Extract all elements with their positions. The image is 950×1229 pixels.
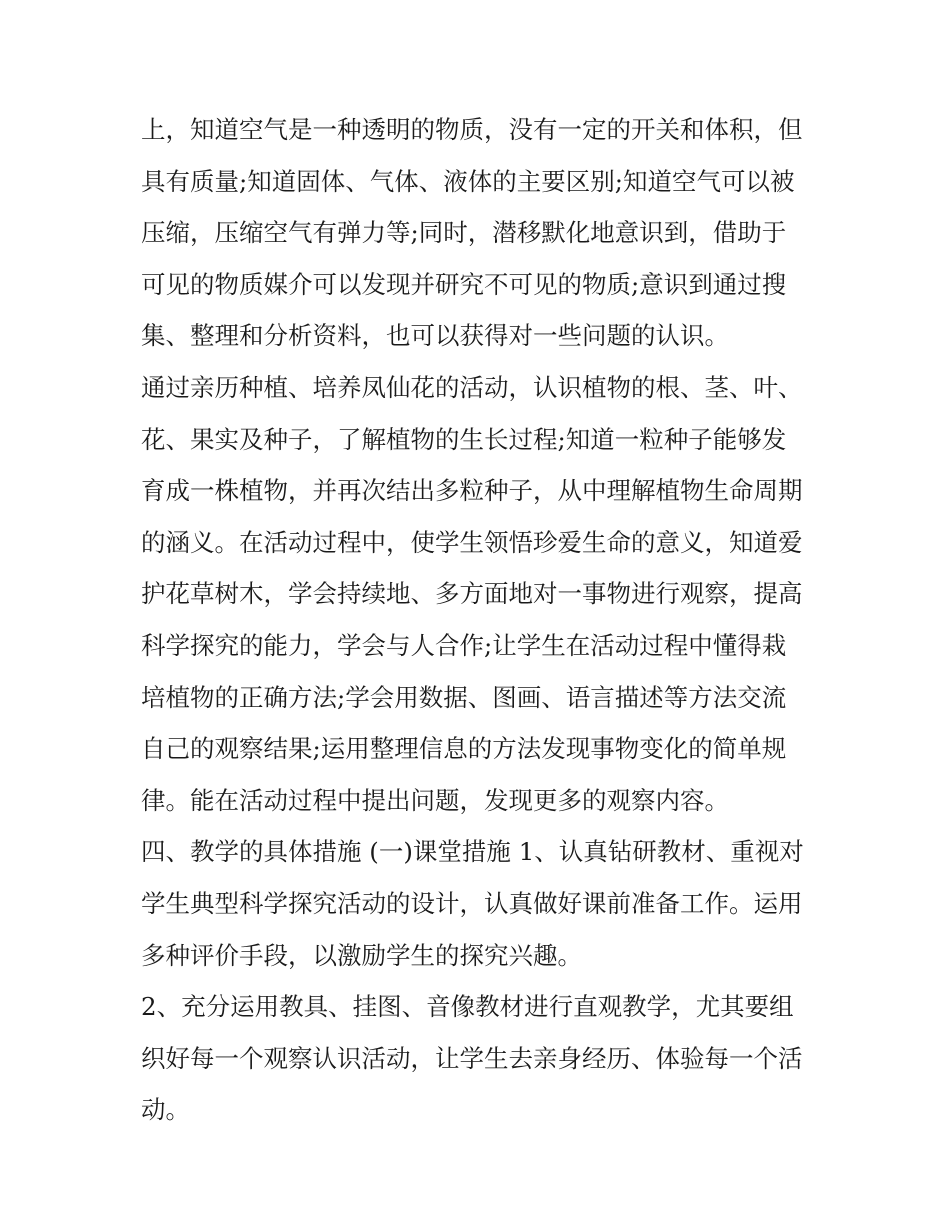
paragraph-visual-teaching — [141, 981, 813, 1136]
text-line: 织好每一个观察认识活动，让学生去亲身经历、体验每一个活 — [141, 1043, 803, 1073]
text-line: 科学探究的能力，学会与人合作;让学生在活动过程中懂得栽 — [141, 630, 787, 660]
text-line: 培植物的正确方法;学会用数据、图画、语言描述等方法交流 — [141, 682, 787, 712]
paragraph-teaching-measures — [141, 826, 813, 981]
text-line: 四、教学的具体措施 (一)课堂措施 1、认真钻研教材、重视对 — [141, 837, 804, 867]
text-line: 动。 — [141, 1095, 190, 1125]
text-line: 育成一株植物，并再次结出多粒种子，从中理解植物生命周期 — [141, 476, 803, 506]
text-line: 自己的观察结果;运用整理信息的方法发现事物变化的简单规 — [141, 734, 787, 764]
text-line: 2、充分运用教具、挂图、音像教材进行直观教学，尤其要组 — [141, 992, 794, 1022]
paragraph-plant-growth — [141, 362, 813, 826]
text-line: 的涵义。在活动过程中，使学生领悟珍爱生命的意义，知道爱 — [141, 527, 803, 557]
text-line: 花、果实及种子，了解植物的生长过程;知道一粒种子能够发 — [141, 424, 787, 454]
text-line: 集、整理和分析资料，也可以获得对一些问题的认识。 — [141, 321, 729, 351]
text-line: 上，知道空气是一种透明的物质，没有一定的开关和体积，但 — [141, 115, 803, 144]
document-body — [141, 104, 813, 1136]
paragraph-air-properties — [141, 104, 813, 362]
text-line: 学生典型科学探究活动的设计，认真做好课前准备工作。运用 — [141, 888, 803, 918]
text-line: 具有质量;知道固体、气体、液体的主要区别;知道空气可以被 — [141, 166, 795, 196]
text-line: 护花草树木，学会持续地、多方面地对一事物进行观察，提高 — [141, 579, 803, 609]
text-line: 多种评价手段，以激励学生的探究兴趣。 — [141, 940, 582, 970]
text-line: 可见的物质媒介可以发现并研究不可见的物质;意识到通过搜 — [141, 269, 787, 299]
text-line: 律。能在活动过程中提出问题，发现更多的观察内容。 — [141, 785, 729, 815]
text-line: 通过亲历种植、培养凤仙花的活动，认识植物的根、茎、叶、 — [141, 372, 803, 402]
text-line: 压缩，压缩空气有弹力等;同时，潜移默化地意识到，借助于 — [141, 218, 787, 248]
